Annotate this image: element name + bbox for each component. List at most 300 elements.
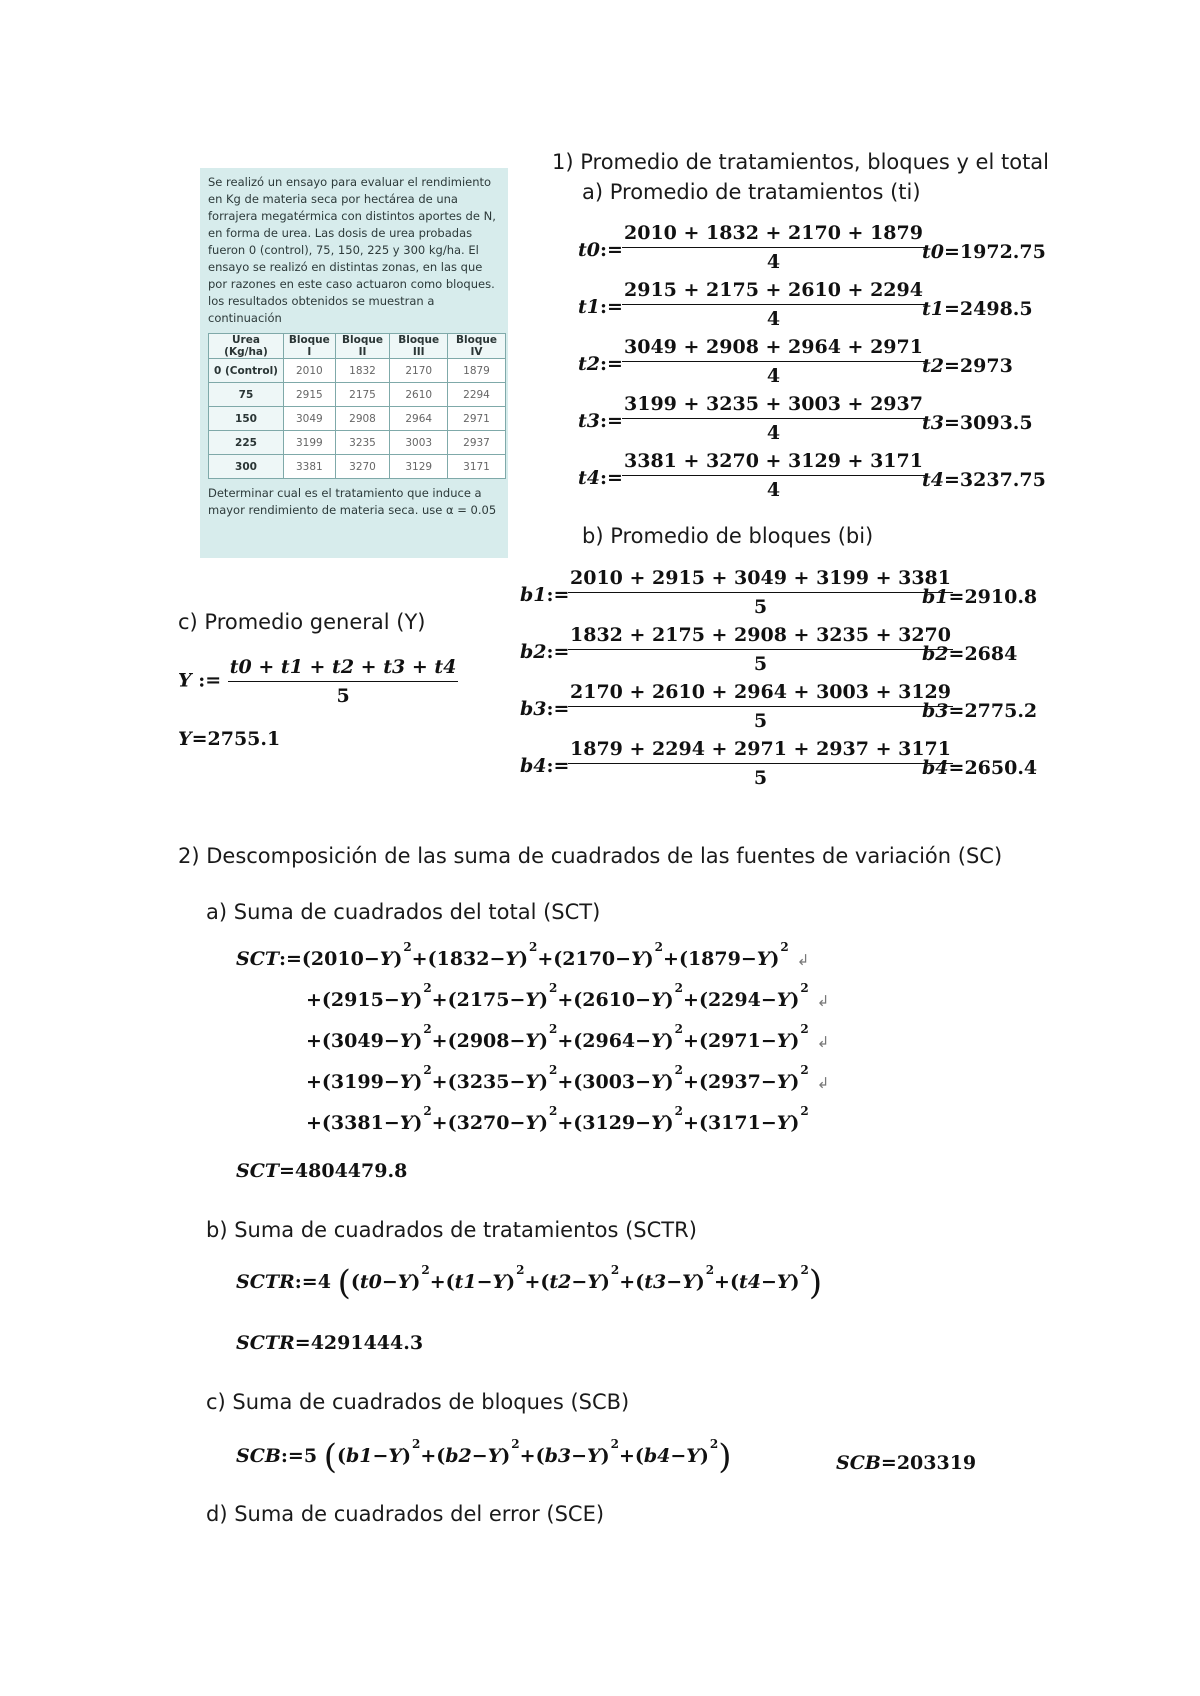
var-t2: t2 [578,353,600,375]
var-Y: Y [399,1112,414,1134]
equals-symbol: = [278,1160,295,1182]
table-row [209,359,506,383]
treatment-fraction-3 [622,393,925,444]
sct-result-value: 4804479.8 [294,1160,408,1182]
minus-symbol: − [489,948,506,970]
term-value: 3199 [330,1071,384,1093]
var-Y: Y [651,989,665,1011]
minus-symbol: − [760,1071,777,1093]
block-result-2 [922,700,1037,722]
plus-symbol: + [524,1271,541,1293]
sct-label: SCT [236,948,279,970]
plus-symbol: + [420,1445,437,1467]
assign-symbol: := [546,755,570,777]
fraction-denominator: 4 [766,251,781,273]
var-t1: t1 [922,298,944,320]
term-var: t1 [454,1271,477,1293]
squared-term: $(3199-Y)^2$ [321,1063,432,1093]
sctr-label: SCTR [236,1271,295,1293]
sct-line-2 [306,1022,830,1052]
block-lhs-3 [520,755,569,777]
exponent: 2 [423,981,432,995]
general-mean-equation [178,656,458,707]
minus-symbol: − [666,1271,683,1293]
result-value: 2973 [959,355,1013,377]
var-t0: t0 [578,239,600,261]
minus-symbol: − [509,1071,526,1093]
exponent: 2 [548,1063,558,1077]
table-row [209,383,506,407]
term-value: 2915 [330,989,384,1011]
term-var: b3 [544,1445,572,1467]
table-cell: 2175 [335,383,390,407]
exponent: 2 [528,940,538,954]
equals-symbol: = [294,1332,311,1354]
scb-label: SCB [836,1452,881,1474]
plus-symbol: + [557,989,574,1011]
table-cell: 2937 [448,431,506,455]
exponent: 2 [709,1437,719,1451]
var-t4: t4 [578,467,600,489]
squared-term: $(1879-Y)^2$ [678,940,789,970]
sct-line-1 [306,981,830,1011]
var-Y: Y [776,1271,791,1293]
squared-term: $(3381-Y)^2$ [321,1104,432,1134]
result-value: 2775.2 [964,700,1038,722]
fraction [568,567,953,618]
plus-symbol: + [431,1071,448,1093]
var-Y: Y [686,1445,700,1467]
var-Y: Y [651,1071,665,1093]
scb-label: SCB [236,1445,281,1467]
fraction-numerator: 2915 + 2175 + 2610 + 2294 [622,279,925,305]
sctr-equation [236,1263,823,1303]
fraction [622,279,925,330]
term-value: 3003 [582,1071,636,1093]
term-var: b2 [445,1445,472,1467]
fraction-denominator: 4 [766,308,781,330]
minus-symbol: − [509,1112,526,1134]
treatment-result-2 [922,355,1013,377]
plus-symbol: + [619,1271,636,1293]
exponent: 2 [610,1263,620,1277]
term-value: 2908 [456,1030,510,1052]
data-table [208,333,506,479]
var-b3: b3 [922,700,949,722]
treatment-fraction-0 [622,222,925,273]
sct-label: SCT [236,1160,279,1182]
term-var: t2 [549,1271,572,1293]
block-result-3 [922,757,1037,779]
squared-term: $(b4-Y)^2$ [634,1437,719,1467]
table-header-1: Bloque I [283,334,335,359]
plus-symbol: + [306,989,322,1011]
var-Y: Y [525,1071,539,1093]
assign-symbol: := [546,698,570,720]
squared-term: $(3270-Y)^2$ [447,1104,558,1134]
exponent: 2 [800,1263,809,1277]
sct-result [236,1160,407,1182]
block-fraction-0 [568,567,953,618]
plus-symbol: + [557,1030,574,1052]
fraction-numerator: t0 + t1 + t2 + t3 + t4 [228,656,459,682]
plus-symbol: + [618,1445,635,1467]
squared-term: $(2010-Y)^2$ [301,940,412,970]
plus-symbol: + [429,1271,446,1293]
minus-symbol: − [760,1112,777,1134]
treatment-fraction-1 [622,279,925,330]
exponent: 2 [421,1263,430,1277]
table-cell: 2294 [448,383,506,407]
general-mean-result [178,728,280,750]
equals-symbol: = [948,700,965,722]
minus-symbol: − [383,1112,400,1134]
fraction-numerator: 3199 + 3235 + 3003 + 2937 [622,393,925,419]
squared-term: $(2964-Y)^2$ [573,1022,684,1052]
fraction [568,624,953,675]
general-mean-fraction [228,656,459,707]
plus-symbol: + [683,1030,699,1052]
block-fraction-2 [568,681,953,732]
var-Y: Y [776,1112,791,1134]
sct-line-3 [306,1063,830,1093]
squared-term: $(2294-Y)^2$ [698,981,809,1011]
sctr-label: SCTR [236,1332,295,1354]
plus-symbol: + [519,1445,536,1467]
plus-symbol: + [683,1071,699,1093]
table-cell: 2971 [448,407,506,431]
fraction [622,393,925,444]
equals-symbol: = [948,757,965,779]
block-result-1 [922,643,1017,665]
assign-symbol: := [600,239,623,261]
fraction [622,450,925,501]
var-Y: Y [776,1071,791,1093]
var-b4: b4 [922,757,949,779]
equals-symbol: = [944,241,960,263]
term-var: b1 [345,1445,373,1467]
squared-term: $(b1-Y)^2$ [336,1437,421,1467]
plus-symbol: + [557,1071,574,1093]
table-cell: 2170 [390,359,448,383]
var-t1: t1 [578,296,600,318]
var-b3: b3 [520,698,547,720]
block-lhs-2 [520,698,569,720]
section1-heading: 1) Promedio de tratamientos, bloques y el total [552,150,1050,174]
fraction-numerator: 1832 + 2175 + 2908 + 3235 + 3270 [568,624,953,650]
var-Y: Y [492,1271,507,1293]
fraction-numerator: 2010 + 2915 + 3049 + 3199 + 3381 [568,567,953,593]
assign-symbol: := [546,584,570,606]
var-b1: b1 [922,586,949,608]
plus-symbol: + [431,1030,448,1052]
fraction-numerator: 2010 + 1832 + 2170 + 1879 [622,222,925,248]
result-value: 2910.8 [964,586,1038,608]
squared-term: $(2175-Y)^2$ [447,981,558,1011]
plus-symbol: + [557,1112,574,1134]
var-Y: Y [397,1271,412,1293]
sctr-factor: 4 [317,1271,331,1293]
term-value: 2010 [310,948,364,970]
exponent: 2 [780,940,789,954]
exponent: 2 [548,1104,558,1118]
var-Y: Y [399,1030,414,1052]
var-Y: Y [756,948,771,970]
minus-symbol: − [635,1071,652,1093]
table-cell: 3381 [283,455,335,479]
plus-symbol: + [683,1112,699,1134]
var-Y: Y [651,1030,665,1052]
squared-term: $(3049-Y)^2$ [321,1022,432,1052]
var-t0: t0 [922,241,944,263]
table-cell: 2610 [390,383,448,407]
squared-term: $(2610-Y)^2$ [573,981,684,1011]
treatment-lhs-1 [578,296,623,318]
squared-term: $(1832-Y)^2$ [427,940,538,970]
table-cell: 3235 [335,431,390,455]
var-Y: Y [587,1271,601,1293]
exponent: 2 [674,1022,684,1036]
equals-symbol: = [948,643,965,665]
squared-term: $(3129-Y)^2$ [573,1104,684,1134]
close-paren: ) [808,1263,823,1303]
row-header: 75 [209,383,284,407]
line-continuation-icon: ↲ [816,992,830,1010]
minus-symbol: − [571,1271,588,1293]
term-var: t4 [738,1271,761,1293]
plus-symbol: + [431,989,448,1011]
equals-symbol: = [948,586,965,608]
exponent: 2 [674,981,684,995]
assign-symbol: := [546,641,570,663]
exponent: 2 [548,981,558,995]
minus-symbol: − [476,1271,493,1293]
exponent: 2 [800,1063,809,1077]
var-t3: t3 [578,410,600,432]
squared-term: $(t4-Y)^2$ [729,1263,809,1293]
term-value: 2971 [707,1030,761,1052]
table-cell: 3049 [283,407,335,431]
exponent: 2 [423,1022,432,1036]
equals-symbol: = [944,355,960,377]
var-t4: t4 [922,469,944,491]
table-cell: 1832 [335,359,390,383]
equals-symbol: = [880,1452,897,1474]
squared-term: $(2170-Y)^2$ [553,940,664,970]
exponent: 2 [800,1022,809,1036]
sctr-result [236,1332,423,1354]
exponent: 2 [800,1104,809,1118]
result-value: 2684 [964,643,1018,665]
var-b2: b2 [520,641,547,663]
table-cell: 2908 [335,407,390,431]
var-Y: Y [178,728,192,750]
squared-term: $(t3-Y)^2$ [635,1263,715,1293]
plus-symbol: + [714,1271,730,1293]
table-header-0: Urea (Kg/ha) [209,334,284,359]
fraction-denominator: 5 [753,767,768,789]
result-value: 3237.75 [959,469,1046,491]
var-Y: Y [776,1030,791,1052]
term-value: 2294 [707,989,761,1011]
var-Y: Y [776,989,791,1011]
var-Y: Y [651,1112,665,1134]
block-lhs-1 [520,641,569,663]
problem-statement-text: Se realizó un ensayo para evaluar el rendimiento en Kg de materia seca por hectárea de una forrajera megatérmica con distintos aportes de N, en forma de urea. Las dosis de urea probadas fueron 0 (control), 75, 150, 225 y 300 kg/ha. El ensayo se realizó en distintas zonas, en las que por razones en este caso actuaron como bloques. los resultados obtenidos se muestran a continuación [208,175,496,325]
plus-symbol: + [306,1030,322,1052]
treatment-lhs-2 [578,353,623,375]
minus-symbol: − [670,1445,687,1467]
plus-symbol: + [431,1112,448,1134]
term-var: t0 [359,1271,382,1293]
line-continuation-icon: ↲ [816,1074,830,1092]
table-row [209,407,506,431]
term-value: 3129 [582,1112,636,1134]
fraction [622,336,925,387]
term-value: 2610 [582,989,636,1011]
exponent: 2 [423,1063,432,1077]
minus-symbol: − [635,1112,652,1134]
fraction-denominator: 4 [766,422,781,444]
row-header: 225 [209,431,284,455]
result-value: 2650.4 [964,757,1038,779]
treatment-result-0 [922,241,1046,263]
open-paren: ( [323,1437,337,1477]
minus-symbol: − [363,948,380,970]
result-value: 2498.5 [959,298,1033,320]
fraction-numerator: 3381 + 3270 + 3129 + 3171 [622,450,925,476]
term-value: 2964 [582,1030,636,1052]
exponent: 2 [403,940,412,954]
exponent: 2 [654,940,664,954]
minus-symbol: − [760,1271,777,1293]
fraction-denominator: 5 [753,653,768,675]
term-value: 1879 [687,948,741,970]
fraction-denominator: 5 [336,685,350,707]
table-header-2: Bloque II [335,334,390,359]
term-value: 1832 [436,948,490,970]
squared-term: $(2915-Y)^2$ [321,981,432,1011]
minus-symbol: − [635,1030,652,1052]
line-continuation-icon: ↲ [796,951,810,969]
treatment-fraction-2 [622,336,925,387]
treatment-fraction-4 [622,450,925,501]
var-Y: Y [525,1112,539,1134]
assign-symbol: := [600,353,623,375]
minus-symbol: − [509,1030,526,1052]
var-Y: Y [487,1445,502,1467]
general-mean-heading: c) Promedio general (Y) [178,610,426,634]
term-value: 3381 [330,1112,384,1134]
squared-term: $(b2-Y)^2$ [436,1437,520,1467]
var-Y: Y [379,948,394,970]
var-Y: Y [525,1030,539,1052]
minus-symbol: − [471,1445,488,1467]
var-b1: b1 [520,584,547,606]
sct-line-0 [236,940,810,970]
assign-symbol: := [280,1445,304,1467]
term-value: 3235 [456,1071,510,1093]
squared-term: $(2937-Y)^2$ [698,1063,809,1093]
row-header: 300 [209,455,284,479]
var-b4: b4 [520,755,547,777]
minus-symbol: − [383,1030,400,1052]
var-Y: Y [399,1071,414,1093]
table-row [209,431,506,455]
sct-heading: a) Suma de cuadrados del total (SCT) [206,900,601,924]
sctr-heading: b) Suma de cuadrados de tratamientos (SCTR) [206,1218,697,1242]
equals-symbol: = [944,469,960,491]
exponent: 2 [423,1104,432,1118]
exponent: 2 [411,1437,421,1451]
table-cell: 3129 [390,455,448,479]
blocks-heading: b) Promedio de bloques (bi) [582,524,874,548]
assign-symbol: := [600,410,623,432]
plus-symbol: + [663,948,679,970]
assign-symbol: := [294,1271,318,1293]
table-cell: 1879 [448,359,506,383]
minus-symbol: − [381,1271,398,1293]
fraction-denominator: 4 [766,365,781,387]
exponent: 2 [800,981,809,995]
var-Y: Y [682,1271,696,1293]
table-header-4: Bloque IV [448,334,506,359]
var-Y: Y [399,989,414,1011]
fraction-numerator: 3049 + 2908 + 2964 + 2971 [622,336,925,362]
exponent: 2 [610,1437,619,1451]
scb-equation [236,1437,732,1477]
equals-symbol: = [944,298,960,320]
row-header: 0 (Control) [209,359,284,383]
close-paren: ) [718,1437,732,1477]
term-value: 3171 [707,1112,761,1134]
minus-symbol: − [383,989,400,1011]
treatment-result-3 [922,412,1033,434]
open-paren: ( [337,1263,351,1303]
sce-heading: d) Suma de cuadrados del error (SCE) [206,1502,605,1526]
assign-symbol: := [198,669,222,692]
fraction-denominator: 4 [766,479,781,501]
squared-term: $(t1-Y)^2$ [445,1263,525,1293]
var-Y: Y [631,948,645,970]
plus-symbol: + [411,948,428,970]
problem-statement-image [200,168,508,558]
table-cell: 3171 [448,455,506,479]
row-header: 150 [209,407,284,431]
assign-symbol: := [600,467,623,489]
term-value: 2937 [707,1071,761,1093]
block-result-0 [922,586,1037,608]
table-header-3: Bloque III [390,334,448,359]
plus-symbol: + [306,1112,322,1134]
term-value: 3270 [456,1112,510,1134]
minus-symbol: − [571,1445,587,1467]
treatment-result-1 [922,298,1033,320]
var-Y: Y [388,1445,402,1467]
plus-symbol: + [683,989,699,1011]
fraction-denominator: 5 [753,596,768,618]
scb-factor: 5 [303,1445,318,1467]
minus-symbol: − [740,948,757,970]
section2-heading: 2) Descomposición de las suma de cuadrados de las fuentes de variación (SC) [178,844,1003,868]
minus-symbol: − [635,989,652,1011]
fraction [622,222,925,273]
var-t3: t3 [922,412,944,434]
block-fraction-1 [568,624,953,675]
plus-symbol: + [537,948,554,970]
var-Y: Y [525,989,539,1011]
exponent: 2 [511,1437,520,1451]
